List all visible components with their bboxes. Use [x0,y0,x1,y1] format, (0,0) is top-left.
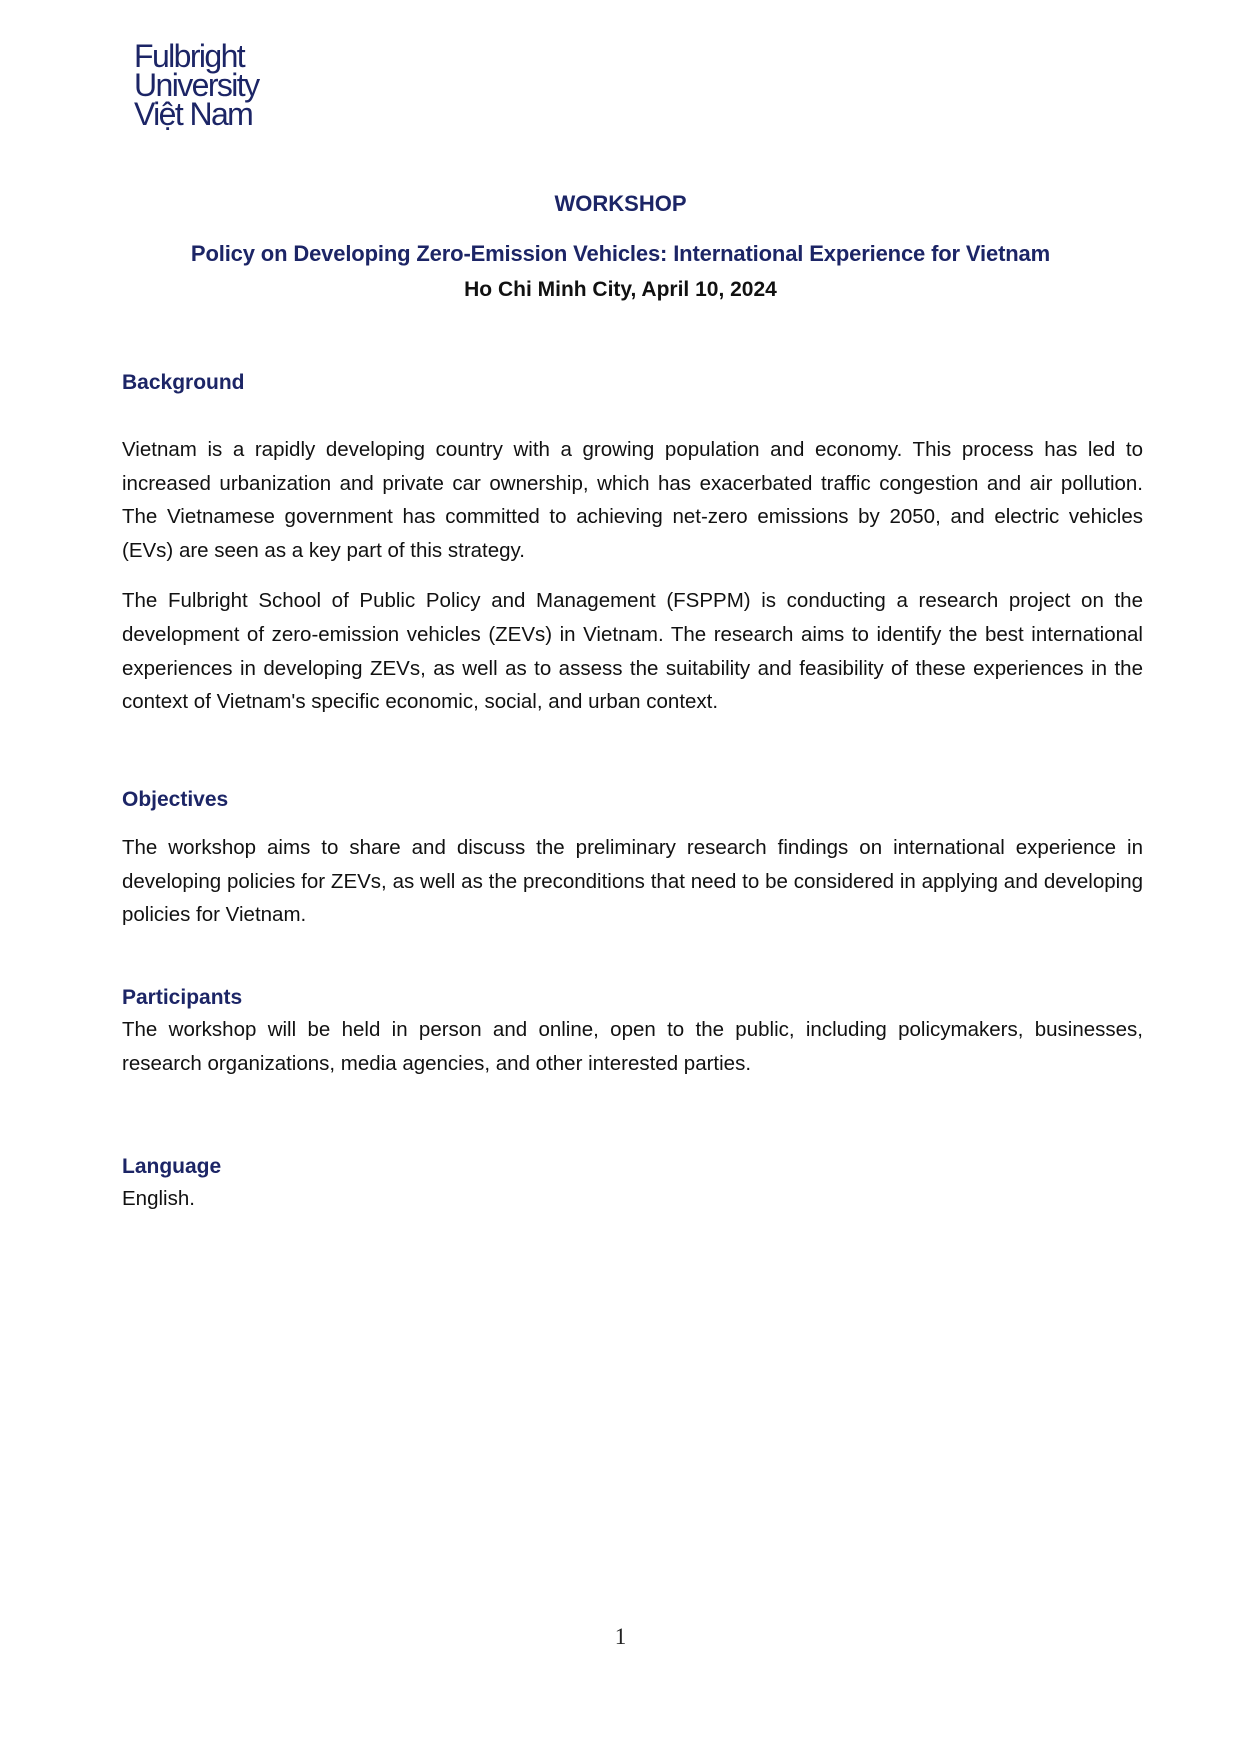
logo-line-fulbright: Fulbright [134,38,245,74]
logo-line-university: University [134,67,259,103]
fulbright-logo [134,38,259,132]
section-objectives [122,787,1143,932]
section-heading: Language [122,1155,222,1178]
paragraph: The workshop will be held in person and online, open to the public, including policymakers, businesses, research organizations, media agencies, and other interested parties. [122,1018,1143,1075]
page-number: 1 [614,1624,627,1649]
page-title: Policy on Developing Zero-Emission Vehicles: International Experience for Vietnam [190,241,1051,266]
paragraph: The Fulbright School of Public Policy and Management (FSPPM) is conducting a research project on the development of zero-emission vehicles (ZEVs) in Vietnam. The research aims to identify the best international experiences in developing ZEVs, as well as to assess the suitability and feasibility of these experiences in the context of Vietnam's specific economic, social, and urban context. [122,589,1143,714]
workshop-label: WORKSHOP [554,191,687,216]
section-heading: Participants [122,986,243,1009]
paragraph: Vietnam is a rapidly developing country with a growing population and economy. This process has led to increased urbanization and private car ownership, which has exacerbated traffic congestion and air pollution. The Vietnamese government has committed to achieving net-zero emissions by 2050, and electric vehicles (EVs) are seen as a key part of this strategy. [122,438,1143,562]
paragraph: The workshop aims to share and discuss the preliminary research findings on international experience in developing policies for ZEVs, as well as the preconditions that need to be considered in applying and developing policies for Vietnam. [122,836,1143,927]
section-background [122,370,1143,719]
section-language [122,1154,1143,1216]
location-date: Ho Chi Minh City, April 10, 2024 [464,278,777,301]
section-heading: Objectives [122,788,229,811]
section-participants [122,985,1143,1080]
section-heading: Background [122,371,245,394]
paragraph: English. [122,1187,195,1210]
logo-line-vietnam: Việt Nam [134,96,253,132]
